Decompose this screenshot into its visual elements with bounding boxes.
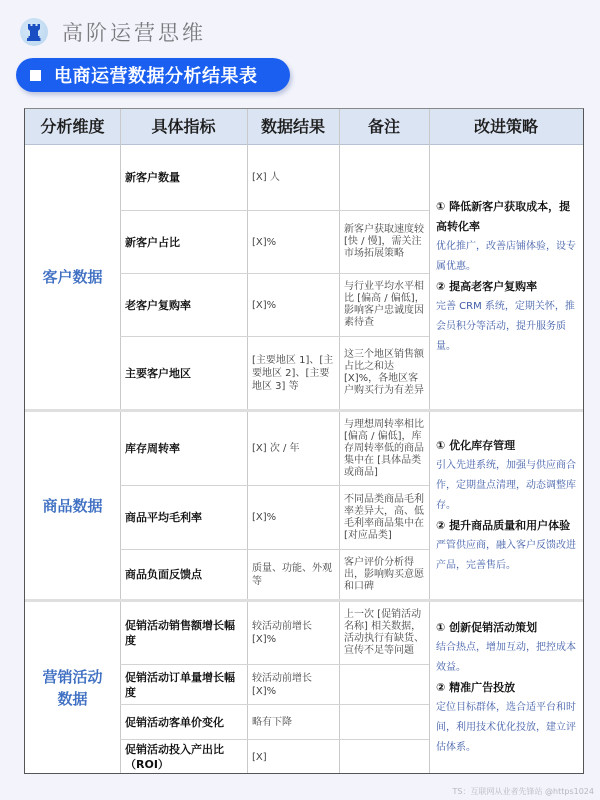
strategy-body: 完善 CRM 系统，定期关怀，推会员积分等活动，提升服务质量。 [436,301,575,352]
result-cell: [主要地区 1]、[主要地区 2]、[主要地区 3] 等 [252,354,334,392]
result-cell: [X] 次 / 年 [252,443,300,454]
indicator-cell: 促销活动订单量增长幅度 [125,670,235,699]
strategy-body: 严管供应商，融入客户反馈改进产品，完善售后。 [436,539,576,571]
indicator-cell: 主要客户地区 [125,366,191,380]
note-cell: 新客户获取速度较 [快 / 慢]，需关注市场拓展策略 [344,224,424,259]
strategy-body: 结合热点，增加互动，把控成本效益。 [436,641,576,673]
header-dimension: 分析维度 [40,117,105,136]
result-cell: 质量、功能、外观等 [252,562,332,587]
strategy-body: 优化推广，改善店铺体验，设专属优惠。 [436,241,576,272]
result-cell: [X]% [252,236,277,248]
dimension-product: 商品数据 [42,496,103,515]
strategy-title: ① 创新促销活动策划 [436,620,538,634]
indicator-cell: 促销活动销售额增长幅度 [125,619,235,647]
result-cell: 较活动前增长 [X]% [252,621,312,645]
header-result: 数据结果 [260,117,325,136]
note-cell: 这三个地区销售额占比之和达 [X]%，各地区客户购买行为有差异 [344,349,424,396]
header-strategy: 改进策略 [473,117,538,136]
header-note: 备注 [367,117,400,136]
note-cell [340,145,429,210]
indicator-cell: 新客户数量 [125,171,180,184]
strategy-marketing [430,602,583,773]
table-header [25,109,583,145]
note-cell [340,665,429,704]
strategy-customer [430,145,583,409]
result-cell: [X] 人 [252,172,280,183]
strategy-title: ② 提高老客户复购率 [436,280,538,293]
indicator-cell: 库存周转率 [125,442,180,455]
dimension-line: 数据 [57,689,88,708]
dimension-marketing [25,602,120,773]
brand-title: 高阶运营思维 [62,21,206,45]
strategy-title: ② 提升商品质量和用户体验 [436,518,571,532]
result-cell: 较活动前增长 [X]% [252,672,312,697]
watermark: TS：互联网从业者先锋站 @https1024 [452,787,594,796]
note-cell: 与理想周转率相比 [偏高 / 偏低]，库存周转率低的商品集中在 [具体品类或商品] [344,418,424,478]
analysis-table [24,108,584,774]
result-cell: [X]% [252,299,277,311]
note-cell [340,740,429,774]
strategy-product [430,412,583,599]
indicator-cell: 促销活动投入产出比（ROI） [125,743,224,771]
chess-rook-icon [20,18,48,46]
note-cell: 客户评价分析得出，影响购买意愿和口碑 [344,556,424,592]
strategy-title: ② 精准广告投放 [436,680,516,694]
brand-header [20,17,206,47]
indicator-cell: 老客户复购率 [125,298,191,312]
result-cell: 略有下降 [252,716,292,728]
indicator-cell: 商品平均毛利率 [125,511,202,524]
note-cell: 上一次 [促销活动名称] 相关数据，活动执行有缺货、宣传不足等问题 [344,609,424,656]
indicator-cell: 商品负面反馈点 [125,568,202,581]
note-cell: 不同品类商品毛利率差异大，高、低毛利率商品集中在 [对应品类] [344,493,424,541]
section-banner [16,58,290,92]
strategy-title: ① 降低新客户获取成本，提高转化率 [436,200,571,233]
square-bullet-icon [30,70,41,81]
strategy-title: ① 优化库存管理 [436,438,516,452]
header-indicator: 具体指标 [151,117,216,136]
result-cell: [X] [252,751,267,763]
note-cell: 与行业平均水平相比 [偏高 / 偏低]，影响客户忠诚度因素待查 [344,281,425,328]
banner-title: 电商运营数据分析结果表 [54,66,258,87]
strategy-body: 定位目标群体，选合适平台和时间，利用技术优化投放，建立评估体系。 [436,701,576,753]
indicator-cell: 促销活动客单价变化 [125,715,224,729]
dimension-line: 营销活动 [42,667,103,686]
dimension-customer: 客户数据 [42,268,103,286]
result-cell: [X]% [252,512,277,523]
indicator-cell: 新客户占比 [125,235,180,249]
strategy-body: 引入先进系统，加强与供应商合作，定期盘点清理，动态调整库存。 [436,459,576,511]
note-cell [340,705,429,739]
